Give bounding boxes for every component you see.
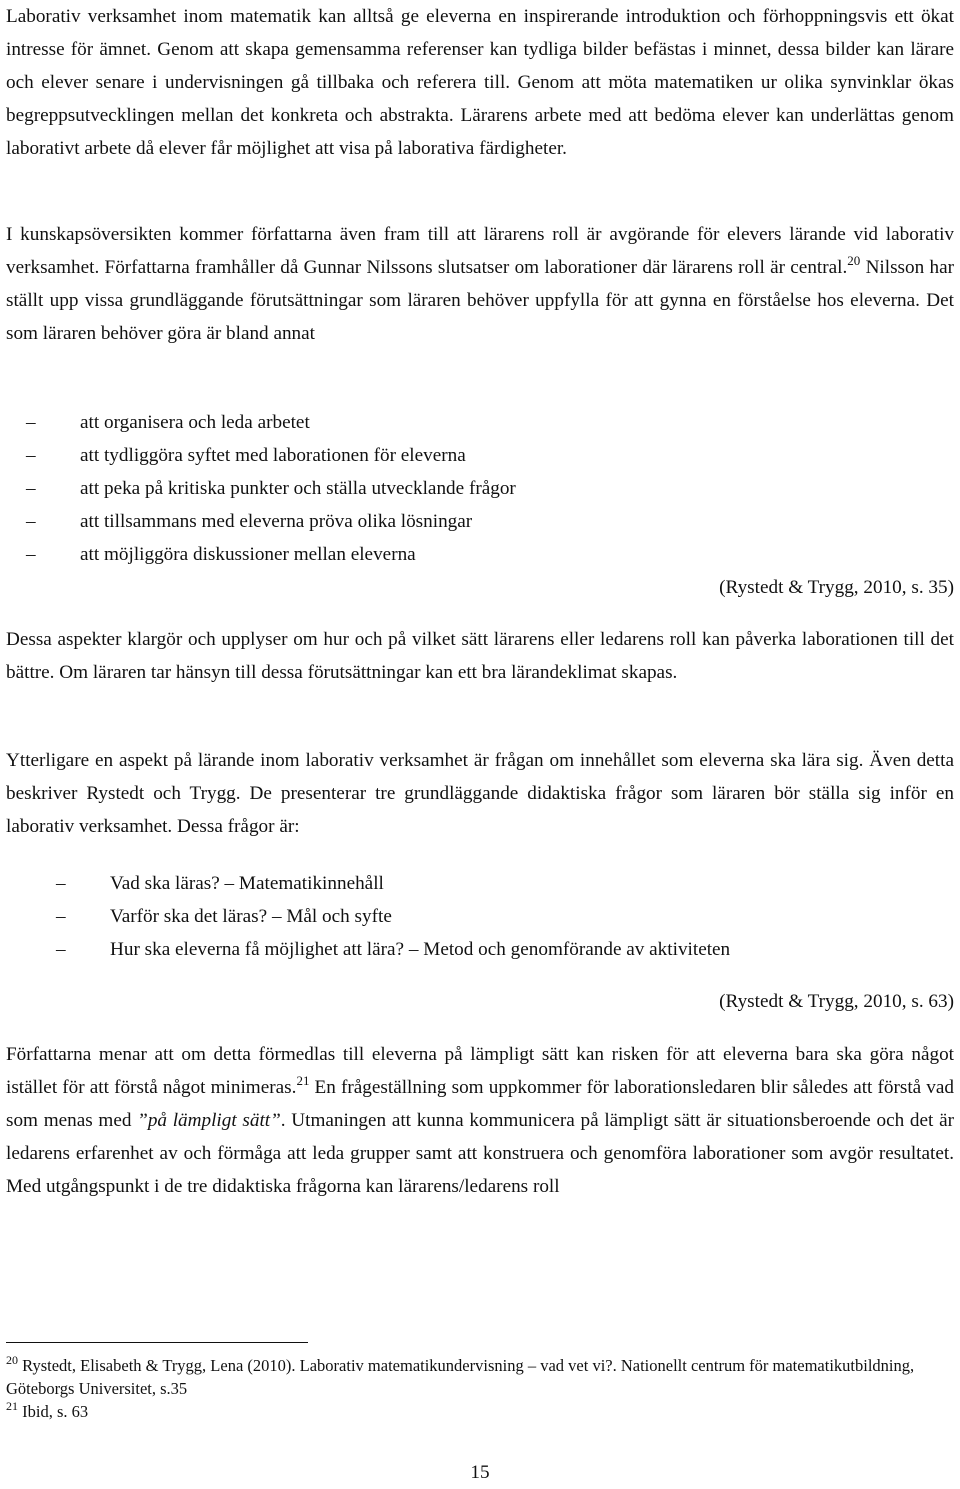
footnote-text: Ibid, s. 63: [18, 1402, 89, 1421]
list-item-text: att tydliggöra syftet med laborationen för eleverna: [80, 445, 466, 466]
paragraph-5-text-b: En frågeställning som uppkommer för laborationsledaren blir således att förstå vad som menas med: [6, 1077, 955, 1131]
page-number: 15: [470, 1462, 490, 1483]
dash-list-didactic-questions: [6, 867, 954, 966]
paragraph-1: Laborativ verksamhet inom matematik kan alltså ge eleverna en inspirerande introduktion och förhoppningsvis ett ökat intresse för ämnet. Genom att skapa gemensamma referenser kan tydliga bilder befästas i minnet, dessa bilder kan lärare och elever senare i undervisningen gå tillbaka och referera till. Genom att möta matematiken ur olika synvinklar ökas begreppsutvecklingen mellan det konkreta och abstrakta. Lärarens arbete med att bedöma elever kan underlättas genom laborativt arbete då elever får möjlighet att visa på laborativa färdigheter.: [6, 6, 954, 159]
dash-bullet: –: [56, 873, 66, 894]
paragraph-5: [6, 1038, 954, 1203]
list-item: [6, 472, 954, 505]
dash-bullet: –: [26, 412, 36, 433]
paragraph-2: [6, 218, 954, 350]
paragraph-2-text-b: Nilsson har ställt upp vissa grundläggande förutsättningar som läraren behöver uppfylla för att gynna en förståelse hos eleverna. Det som läraren behöver göra är bland annat: [6, 257, 954, 344]
dash-bullet: –: [56, 906, 66, 927]
footnote-text: Rystedt, Elisabeth & Trygg, Lena (2010). Laborativ matematikundervisning – vad vet vi?. Nationellt centrum för matematikutbildning, Göteborgs Universitet, s.35: [6, 1356, 915, 1398]
list-item: [6, 439, 954, 472]
list-item: [6, 406, 954, 439]
list-item-text: att peka på kritiska punkter och ställa utvecklande frågor: [80, 478, 516, 499]
footnote-21: [6, 1400, 954, 1423]
list-item-text: att organisera och leda arbetet: [80, 412, 310, 433]
footnote-separator: [6, 1342, 308, 1343]
dash-bullet: –: [26, 544, 36, 565]
paragraph-2-text-a: I kunskapsöversikten kommer författarna även fram till att lärarens roll är avgörande för elevers lärande vid laborativ verksamhet. Författarna framhåller då Gunnar Nilssons slutsatser om laborationer där lärarens roll är central.: [6, 224, 954, 278]
list-item: [6, 900, 954, 933]
citation-2: (Rystedt & Trygg, 2010, s. 63): [719, 991, 954, 1012]
dash-bullet: –: [56, 939, 66, 960]
paragraph-5-italic-quote: ”på lämpligt sätt”: [137, 1110, 281, 1131]
footnote-ref-21[interactable]: 21: [296, 1073, 310, 1088]
footnote-number: 20: [6, 1353, 18, 1367]
list-item-text: att möjliggöra diskussioner mellan eleverna: [80, 544, 416, 565]
list-item-text: att tillsammans med eleverna pröva olika lösningar: [80, 511, 473, 532]
footnote-ref-20[interactable]: 20: [847, 253, 861, 268]
list-item-text: Vad ska läras? – Matematikinnehåll: [110, 873, 384, 894]
list-item: [6, 867, 954, 900]
list-item: [6, 505, 954, 538]
list-item: [6, 933, 954, 966]
dash-bullet: –: [26, 445, 36, 466]
citation-1: (Rystedt & Trygg, 2010, s. 35): [719, 577, 954, 598]
footnotes: [6, 1354, 954, 1423]
paragraph-3: Dessa aspekter klargör och upplyser om hur och på vilket sätt lärarens eller ledarens roll kan påverka laborationen till det bättre. Om läraren tar hänsyn till dessa förutsättningar kan ett bra lärandeklimat skapas.: [6, 629, 954, 683]
list-item-text: Varför ska det läras? – Mål och syfte: [110, 906, 392, 927]
footnote-number: 21: [6, 1399, 18, 1413]
paragraph-4: Ytterligare en aspekt på lärande inom laborativ verksamhet är frågan om innehållet som eleverna ska lära sig. Även detta beskriver Rystedt och Trygg. De presenterar tre grundläggande didaktiska frågor som läraren bör ställa sig inför en laborativ verksamhet. Dessa frågor är:: [6, 750, 954, 837]
dash-list-teacher-tasks: [6, 406, 954, 571]
paragraph-5-text-c: . Utmaningen att kunna kommunicera på lämpligt sätt är situationsberoende och det är ledarens erfarenhet av och förmåga att leda grupper samt att konstruera och genomföra laborationer som avgör resultatet. Med utgångspunkt i de tre didaktiska frågorna kan lärarens/ledarens roll: [6, 1110, 954, 1197]
dash-bullet: –: [26, 478, 36, 499]
list-item-text: Hur ska eleverna få möjlighet att lära? – Metod och genomförande av aktiviteten: [110, 939, 731, 960]
dash-bullet: –: [26, 511, 36, 532]
paragraph-5-text-a: Författarna menar att om detta förmedlas till eleverna på lämpligt sätt kan risken för att eleverna bara ska göra något istället för att förstå något minimeras.: [6, 1044, 954, 1098]
footnote-20: [6, 1354, 954, 1400]
list-item: [6, 538, 954, 571]
